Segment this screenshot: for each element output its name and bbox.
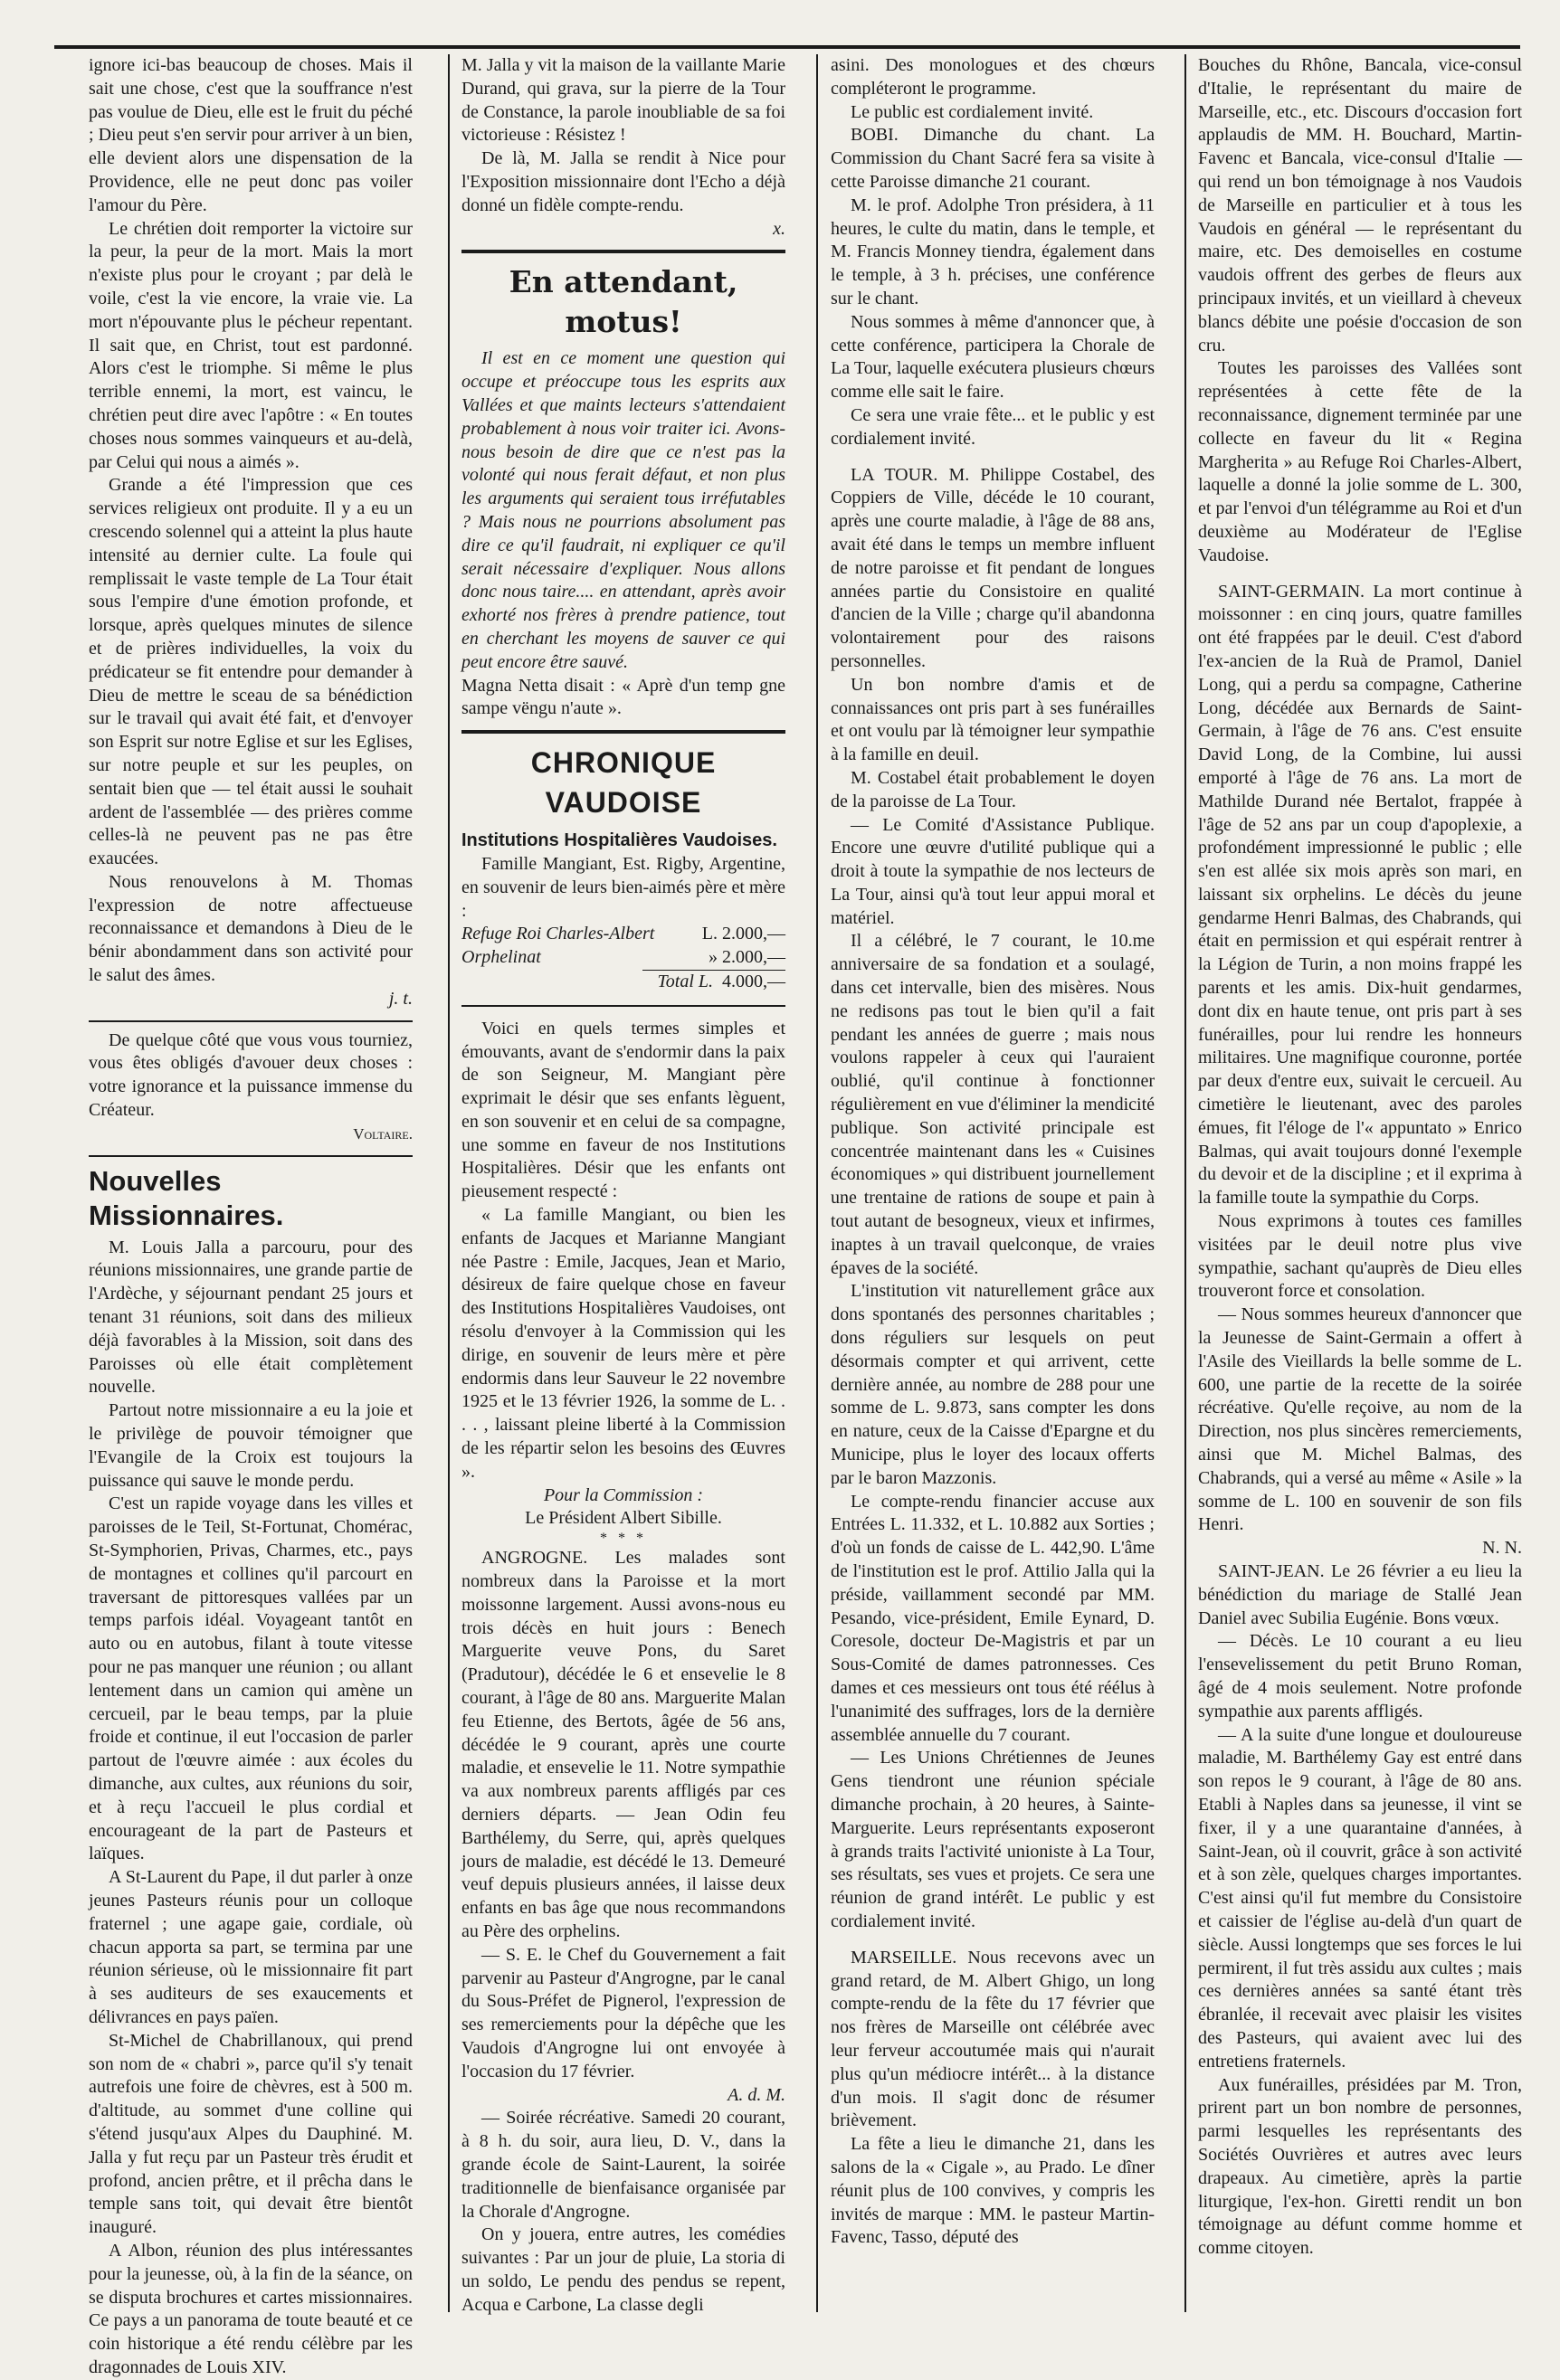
paragraph: Nous exprimons à toutes ces familles visitées par le deuil notre plus vive sympathie, sachant qu'auprès de Dieu elles trouveront force et consolation.	[1198, 1211, 1522, 1302]
paragraph: ANGROGNE. Les malades sont nombreux dans la Paroisse et la mort moissonne largement. Aussi avons-nous eu trois décès en huit jours : Benech Marguerite veuve Pons, du Saret (Pradutour), décédée le 6 et ensevelie le 8 courant, à l'âge de 80 ans. Marguerite Malan feu Etienne, des Bertots, âgée de 56 ans, décédée le 9 courant, après une courte maladie, et ensevelie le 11. Notre sympathie va aux nombreux parents affligés par ces derniers départs. — Jean Odin feu Barthélemy, du Serre, qui, après quelques jours de maladie, est décédé le 13. Demeuré veuf depuis plusieurs années, il laisse deux enfants en bas âge que nous recommandons au Père des orphelins.	[461, 1548, 785, 1941]
paragraph: asini. Des monologues et des chœurs compléteront le programme.	[831, 55, 1155, 99]
donation-label: Refuge Roi Charles-Albert	[461, 924, 655, 944]
paragraph: M. Costabel était probablement le doyen de la paroisse de La Tour.	[831, 767, 1155, 811]
quote-author: Voltaire.	[353, 1124, 413, 1143]
stars-divider: * * *	[600, 1531, 647, 1547]
paragraph: ignore ici-bas beaucoup de choses. Mais il sait une chose, c'est que la souffrance n'est pas voulue de Dieu, elle est le fruit du péché ; Dieu peut s'en servir pour arriver à un bien, elle devient alors une dispensation de la Providence, elle ne peut donc pas voiler l'amour du Père.	[89, 55, 413, 215]
paragraph: « La famille Mangiant, ou bien les enfants de Jacques et Marianne Mangiant née Pastre : Emile, Jacques, Jean et Mario, désireux de faire quelque chose en faveur des Institutions Hospitalières Vaudoises, ont résolu d'envoyer à la Commission qui les dirige, en souvenir de leurs mère et père endormis dans leur Sauveur le 22 novembre 1925 et le 13 février 1926, la somme de L. . . . , laissant pleine liberté à la Commission de les répartir selon les besoins des Œuvres ».	[461, 1205, 785, 1482]
paragraph: — Décès. Le 10 courant a eu lieu l'ensevelissement du petit Bruno Roman, âgé de 4 mois seulement. Notre profonde sympathie aux parents affligés.	[1198, 1631, 1522, 1721]
column-4	[1198, 54, 1522, 2298]
signature: x.	[773, 218, 785, 239]
paragraph: Partout notre missionnaire a eu la joie et le privilège de pouvoir témoigner que l'Evangile de la Croix est toujours la puissance qui sauve le monde perdu.	[89, 1400, 413, 1491]
paragraph: Nous sommes à même d'annoncer que, à cette conférence, participera la Chorale de La Tour, laquelle exécutera plusieurs chœurs comme elle sait le faire.	[831, 311, 1155, 403]
signature: N. N.	[1482, 1538, 1522, 1559]
paragraph: M. le prof. Adolphe Tron présidera, à 11 heures, le culte du matin, dans le temple, et M. Francis Monney tiendra, également dans le temple, à 3 h. précises, une conférence sur le chant.	[831, 194, 1155, 308]
paragraph: Famille Mangiant, Est. Rigby, Argentine, en souvenir de leurs bien-aimés père et mère :	[461, 853, 785, 921]
column-2	[461, 54, 785, 2315]
paragraph: BOBI. Dimanche du chant. La Commission du Chant Sacré fera sa visite à cette Paroisse dimanche 21 courant.	[831, 125, 1155, 192]
paragraph: Voici en quels termes simples et émouvants, avant de s'endormir dans la paix de son Seigneur, M. Mangiant père exprimait le désir que ses enfants lèguent, en son souvenir et en celui de sa compagne, une somme en faveur de nos Institutions Hospitalières. Désir que les enfants ont pieusement respecté :	[461, 1018, 785, 1202]
paragraph: Aux funérailles, présidées par M. Tron, prirent part un bon nombre de personnes, parmi lesquelles les représentants des Sociétés Ouvrières et autres avec leurs drapeaux. Au cimetière, après la partie liturgique, l'ex-hon. Giretti rendit un bon témoignage au défunt comme homme et comme citoyen.	[1198, 2074, 1522, 2259]
paragraph: A St-Laurent du Pape, il dut parler à onze jeunes Pasteurs réunis pour un colloque fraternel ; une agape gaie, cordiale, où chacun apporta sa part, se termina par une réunion sérieuse, où le missionnaire fit part à ses auditeurs de ses exaucements et délivrances en pays païen.	[89, 1867, 413, 2027]
paragraph: St-Michel de Chabrillanoux, qui prend son nom de « chabri », parce qu'il s'y tenait autrefois une foire de chèvres, est à 500 m. d'altitude, au sommet d'une colline qui s'étend jusqu'aux Alpes du Dauphiné. M. Jalla y fut reçu par un Pasteur très érudit et profond, ancien prêtre, et il prêcha dans le temple sans toit, qui devait être bientôt inauguré.	[89, 2030, 413, 2238]
paragraph: A Albon, réunion des plus intéressantes pour la jeunesse, où, à la fin de la séance, on se disputa brochures et cartes missionnaires. Ce pays a un panorama de toute beauté et ce coin historique a été rendu célèbre par les dragonnades de Louis XIV.	[89, 2240, 413, 2377]
column-rule-3	[1184, 54, 1186, 2312]
paragraph: — Soirée récréative. Samedi 20 courant, à 8 h. du soir, aura lieu, D. V., dans la grande école de Saint-Laurent, la soirée traditionnelle de bienfaisance organisée par la Chorale d'Angrogne.	[461, 2108, 785, 2222]
paragraph: L'institution vit naturellement grâce aux dons spontanés des personnes charitables ; dons réguliers sur lesquels on peut désormais compter et qui arrivent, cette dernière année, au nombre de 288 pour une somme de L. 9.873, sans compter les dons en nature, ceux de la Caisse d'Epargne et du Municipe, plus le loyer des locaux offerts par le baron Mazzonis.	[831, 1281, 1155, 1488]
president-line: Le Président Albert Sibille.	[525, 1508, 722, 1529]
paragraph: De là, M. Jalla se rendit à Nice pour l'Exposition missionnaire dont l'Echo a déjà donné un fidèle compte-rendu.	[461, 148, 785, 215]
donation-label: Orphelinat	[461, 947, 541, 968]
paragraph: Le public est cordialement invité.	[851, 101, 1094, 122]
quote: De quelque côté que vous vous tourniez, vous êtes obligés d'avouer deux choses : votre ignorance et la puissance immense du Créateur.	[89, 1029, 413, 1121]
donation-value: » 2.000,—	[709, 947, 785, 968]
donation-row	[461, 923, 785, 946]
paragraph: — S. E. le Chef du Gouvernement a fait parvenir au Pasteur d'Angrogne, par le canal du Sous-Préfet de Pignerol, l'expression de ses remerciements pour la dépêche que les Vaudois d'Angrogne lui ont envoyée à l'occasion du 17 février.	[461, 1944, 785, 2081]
commission-line: Pour la Commission :	[543, 1484, 704, 1505]
section-heading: CHRONIQUE VAUDOISE	[530, 746, 717, 820]
dialect-quote: Magna Netta disait : « Aprè d'un temp gne sampe vëngu n'aute ».	[461, 675, 785, 719]
divider	[89, 1155, 413, 1157]
paragraph: LA TOUR. M. Philippe Costabel, des Coppiers de Ville, décéde le 10 courant, après une courte maladie, à l'âge de 88 ans, avait été dans le temps un membre influent de notre paroisse et fit pendant de longues années partie du Consistoire en qualité d'ancien de la Ville ; charge qu'il abandonna volontairement pour des raisons personnelles.	[831, 464, 1155, 671]
paragraph: On y jouera, entre autres, les comédies suivantes : Par un jour de pluie, La storia di un soldo, Le pendu des pendus se repent, Acqua e Carbone, La classe degli	[461, 2224, 785, 2315]
paragraph: M. Jalla y vit la maison de la vaillante Marie Durand, qui grava, sur la pierre de la Tour de Constance, la parole inoubliable de sa foi victorieuse : Résistez !	[461, 55, 785, 146]
paragraph: — A la suite d'une longue et douloureuse maladie, M. Barthélemy Gay est entré dans son repos le 9 courant, à l'âge de 80 ans. Etabli à Naples dans sa jeunesse, il vint se fixer, il y a une quarantaine d'années, à Saint-Jean, où il couvrit, grâce à son activité et à son zèle, quelques charges importantes. C'est ainsi qu'il fut membre du Consistoire et caissier de l'église au-delà d'un quart de siècle. Aussi longtemps que ses forces le lui permirent, il fut très assidu aux cultes ; mais ces dernières années sa santé étant très ébranlée, il recevait avec plaisir les visites des Pasteurs, qui avaient avec lui des entretiens fraternels.	[1198, 1724, 1522, 2072]
top-rule	[54, 45, 1520, 49]
paragraph: SAINT-JEAN. Le 26 février a eu lieu la bénédiction du mariage de Stallé Jean Daniel avec Subilia Eugénie. Bons vœux.	[1198, 1561, 1522, 1628]
paragraph: Il est en ce moment une question qui occupe et préoccupe tous les esprits aux Vallées et que maints lecteurs s'attendaient probablement à nous voir traiter ici. Avons-nous besoin de dire que ce n'est pas la volonté qui nous ferait défaut, et non plus les arguments qui seraient tous irréfutables ? Mais nous ne pourrions absolument pas dire ce qu'il faudrait, ni expliquer ce qu'il serait nécessaire d'expliquer. Nous allons donc nous taire.... en attendant, après avoir exhorté nos frères à prendre patience, tout en cherchant les moyens de sauver ce qui peut encore être sauvé.	[461, 348, 785, 672]
divider	[461, 1005, 785, 1007]
paragraph: SAINT-GERMAIN. La mort continue à moissonner : en cinq jours, quatre familles ont été frappées par le deuil. C'est d'abord l'ex-ancien de la Ruà de Pramol, Daniel Long, qui a perdu sa compagne, Catherine Long, décédée aux Bernards de Saint-Germain, à l'âge de 76 ans. C'est ensuite David Long, de la Combine, lui aussi emporté à l'âge de 76 ans. La mort de Mathilde Durand née Bertalot, frappée à l'âge de 52 ans par un coup d'apoplexie, a profondément impressionné le public ; elle s'en est allée six mois après son mari, en laissant six orphelins. Le décès du jeune gendarme Henri Balmas, des Chabrands, qui était en permission et qui espérait rentrer à la Légion de Turin, a non moins frappé les parents et les amis. Dix-huit gendarmes, dont dix en haute tenue, ont pris part à ses funérailles, pour lui rendre les honneurs militaires. Une magnifique couronne, portée par deux d'entre eux, suivait le cercueil. Au cimetière le lieutenant, avec des paroles émues, fit l'éloge de l'« appuntato » Enrico Balmas, qui avait toujours donné l'exemple du devoir et de la discipline ; et il exprima à la famille toute la sympathie du Corps.	[1198, 581, 1522, 1209]
paragraph: Il a célébré, le 7 courant, le 10.me anniversaire de sa fondation et a soulagé, dans cet intervalle, bien des misères. Nous ne redisons pas tout le bien qu'il a fait pendant les années de guerre ; mais nous voulons rappeler à ceux qui l'auraient oublié, qu'il continue à fonctionner régulièrement en vue d'éliminer la mendicité publique. Son activité principale est concentrée maintenant dans les « Cuisines économiques » qui distribuent journellement une trentaine de rations de soupe et pain à tout autant de besogneux, vieux et infirmes, inaptes à un travail quelconque, de vraies épaves de la société.	[831, 931, 1155, 1278]
paragraph: Le chrétien doit remporter la victoire sur la peur, la peur de la mort. Mais la mort n'existe plus pour le croyant ; par delà le voile, c'est la vie encore, la vraie vie. La mort n'épouvante plus le pécheur repentant. Il sait que, en Christ, tout est pardonné. Alors c'est le triomphe. Si même le plus terrible ennemi, la mort, est vaincu, le chrétien peut dire avec l'apôtre : « En toutes choses nous sommes vainqueurs et au-delà, par Celui qui nous a aimés ».	[89, 218, 413, 472]
total-label: Total L.	[657, 971, 713, 991]
paragraph: — Le Comité d'Assistance Publique. Encore une œuvre d'utilité publique qui a droit à toute la sympathie de nos lecteurs de La Tour, ainsi qu'à tout leur appui moral et matériel.	[831, 814, 1155, 928]
paragraph: La fête a lieu le dimanche 21, dans les salons de la « Cigale », au Prado. Le dîner réunit plus de 100 convives, y compris les invités de marque : MM. le pasteur Martin-Favenc, Tasso, député des	[831, 2134, 1155, 2248]
paragraph: Ce sera une vraie fête... et le public y est cordialement invité.	[831, 404, 1155, 449]
paragraph: Nous renouvelons à M. Thomas l'expression de notre affectueuse reconnaissance et demandons à Dieu de le bénir abondamment dans son activité pour le salut des âmes.	[89, 871, 413, 986]
donation-row	[461, 946, 785, 970]
article-title: En attendant, motus!	[509, 264, 738, 340]
column-1	[89, 54, 413, 2377]
divider	[461, 250, 785, 253]
divider	[89, 1020, 413, 1022]
donation-value: L. 2.000,—	[701, 924, 785, 944]
total-value: 4.000,—	[722, 971, 785, 991]
paragraph: Bouches du Rhône, Bancala, vice-consul d'Italie, le représentant du maire de Marseille, etc., etc. Discours d'occasion fort applaudis de MM. H. Bouchard, Martin-Favenc et Bancala, vice-consul d'Italie — qui rend un bon témoignage à nos Vaudois de Marseille en particulier et à tous les Vaudois en général — le représentant du maire, etc. Des demoiselles en costume vaudois offrent des gerbes de fleurs aux principaux invités, et un vieillard à cheveux blancs débite une poésie d'occasion de son cru.	[1198, 55, 1522, 356]
paragraph: M. Louis Jalla a parcouru, pour des réunions missionnaires, une grande partie de l'Ardèche, y séjournant pendant 25 jours et tenant 31 réunions, soit dans des milieux déjà favorables à la Mission, soit dans des Paroisses où elle était complètement nouvelle.	[89, 1237, 413, 1398]
paragraph: Un bon nombre d'amis et de connaissances ont pris part à ses funérailles et ont voulu par là témoigner leur sympathie à la famille en deuil.	[831, 674, 1155, 765]
column-3	[831, 54, 1155, 2298]
donation-total	[642, 970, 785, 994]
section-heading: Nouvelles Missionnaires.	[89, 1164, 284, 1231]
paragraph: — Nous sommes heureux d'annoncer que la Jeunesse de Saint-Germain a offert à l'Asile des Vieillards la belle somme de L. 600, une partie de la recette de la soirée récréative. Qu'elle reçoive, au nom de la Direction, nos plus sincères remerciements, ainsi que M. Michel Balmas, des Chabrands, qui a versé au même « Asile » la somme de L. 100 en souvenir de son fils Henri.	[1198, 1304, 1522, 1535]
signature: A. d. M.	[728, 2084, 785, 2105]
divider	[461, 730, 785, 734]
column-rule-1	[448, 54, 450, 2312]
sub-heading: Institutions Hospitalières Vaudoises.	[461, 830, 777, 851]
paragraph: Toutes les paroisses des Vallées sont représentées à cette fête de la reconnaissance, dignement terminée par une collecte en faveur du lit « Regina Margherita » au Refuge Roi Charles-Albert, laquelle a donné la jolie somme de L. 300, et par l'envoi d'un télégramme au Roi et d'un deuxième au Modérateur de l'Eglise Vaudoise.	[1198, 358, 1522, 565]
signature: j. t.	[388, 988, 413, 1009]
paragraph: C'est un rapide voyage dans les villes et paroisses de le Teil, St-Fortunat, Chomérac, St-Symphorien, Privas, Charmes, etc., pays de montagnes et collines qu'il parcourt en traversant de pittoresques vallées par un temps parfois idéal. Voyageant tantôt en auto ou en autobus, filant à toute vitesse pour ne pas manquer une réunion ; ou allant lentement dans un camion qui amène un cercueil, par le beau temps, par la pluie froide et continue, il eut l'occasion de parler partout de l'œuvre aimée : aux écoles du dimanche, aux cultes, aux réunions du soir, et à reçu l'accueil le plus cordial et encourageant de la part de Pasteurs et laïques.	[89, 1493, 413, 1864]
paragraph: Grande a été l'impression que ces services religieux ont produite. Il y a eu un crescendo solennel qui a atteint la plus haute intensité au dernier culte. La foule qui remplissait le vaste temple de La Tour était sous l'empire d'une émotion profonde, et lorsque, après quelques minutes de silence et de prières individuelles, la voix du prédicateur se fit entendre pour demander à Dieu de mettre le sceau de sa bénédiction sur le travail qui avait été fait, et d'envoyer son Esprit sur notre Eglise et sur les Eglises, sur notre peuple et sur les peuples, on sentait bien que — tel était aussi le souhait ardent de l'assemblée — des prières comme celles-là ne peuvent pas ne pas être exaucées.	[89, 475, 413, 869]
paragraph: — Les Unions Chrétiennes de Jeunes Gens tiendront une réunion spéciale dimanche prochain, à 20 heures, à Sainte-Marguerite. Leurs représentants exposeront à grands traits l'activité unioniste à La Tour, ses résultats, ses vues et projets. Ce sera une réunion de grand intérêt. Le public y est cordialement invité.	[831, 1748, 1155, 1931]
column-rule-2	[816, 54, 818, 2312]
paragraph: MARSEILLE. Nous recevons avec un grand retard, de M. Albert Ghigo, un long compte-rendu de la fête du 17 février que nos frères de Marseille ont célébrée avec leur ferveur accoutumée mais qui n'aurait plus qu'un médiocre intérêt... à la distance d'un mois. Il s'agit donc de résumer brièvement.	[831, 1947, 1155, 2131]
paragraph: Le compte-rendu financier accuse aux Entrées L. 11.332, et L. 10.882 aux Sorties ; d'où un fonds de caisse de L. 442,90. L'âme de l'institution est le prof. Attilio Jalla qui la préside, vaillamment secondé par MM. Pesando, vice-président, Emile Eynard, D. Coresole, docteur De-Magistris et par un Sous-Comité de dames patronnesses. Ces dames et ces messieurs ont tous été réélus à l'unanimité des suffrages, lors de la dernière assemblée annuelle du 7 courant.	[831, 1491, 1155, 1745]
